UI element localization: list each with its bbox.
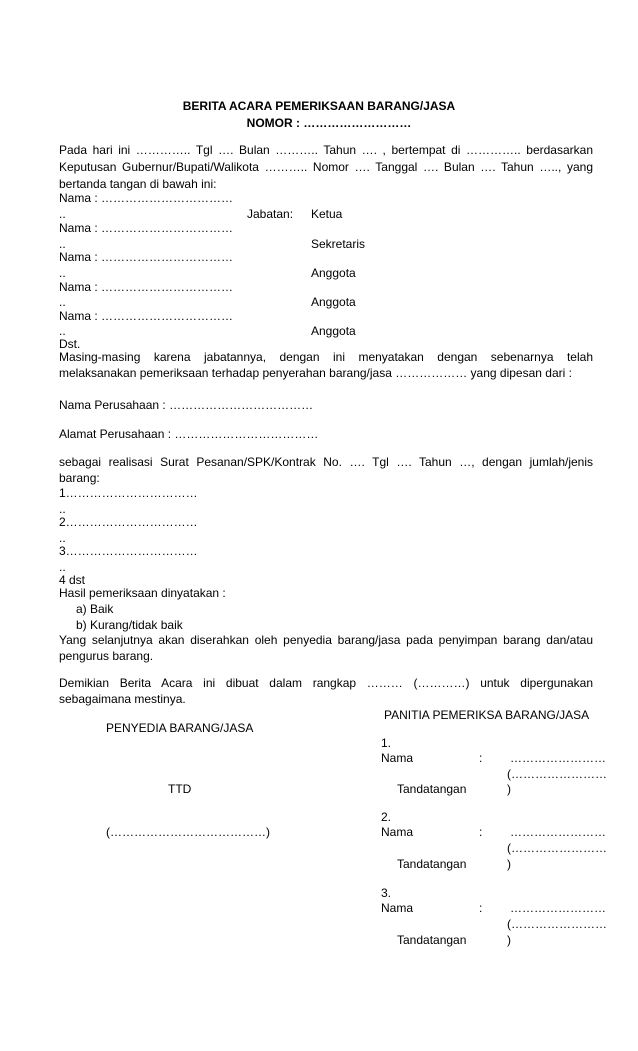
member-name-cont: .. — [59, 295, 66, 309]
sign-tandatangan: Tandatangan — [397, 782, 467, 796]
goods-item-cont: .. — [59, 502, 66, 516]
sign-name-dots: …………………… — [510, 751, 606, 765]
sign-paren-close: ) — [507, 933, 511, 947]
member-role: Sekretaris — [311, 237, 366, 251]
sign-number: 3. — [381, 886, 392, 900]
provider-title: PENYEDIA BARANG/JASA — [106, 721, 254, 735]
provider-ttd: TTD — [168, 782, 192, 796]
member-name-cont: .. — [59, 207, 66, 221]
sign-colon: : — [479, 825, 483, 839]
sign-name-label: Nama — [381, 825, 414, 839]
result-option-b: b) Kurang/tidak baik — [76, 618, 183, 632]
sign-paren-open: (…………………… — [507, 917, 607, 931]
member-name: Nama : …………………………… — [59, 221, 234, 235]
intro-line-1: Pada hari ini ………….. Tgl …. Bulan ……….. Tahun …. , bertempat di ………….. berdasarkan — [59, 143, 593, 157]
intro-line-2: Keputusan Gubernur/Bupati/Walikota ……….. Nomor …. Tanggal …. Bulan …. Tahun ….., yang — [59, 160, 593, 174]
member-name-cont: .. — [59, 237, 66, 251]
closing-line-1: Demikian Berita Acara ini dibuat dalam rangkap ……… (…………) untuk dipergunakan — [59, 676, 593, 690]
sign-name-label: Nama — [381, 751, 414, 765]
goods-item: 3…………………………… — [59, 544, 198, 558]
goods-item-cont: .. — [59, 531, 66, 545]
sign-colon: : — [479, 901, 483, 915]
member-role: Anggota — [311, 324, 356, 338]
statement-line-1: Masing-masing karena jabatannya, dengan ini menyatakan dengan sebenarnya telah — [59, 350, 593, 364]
realization-line-1: sebagai realisasi Surat Pesanan/SPK/Kontrak No. …. Tgl …. Tahun …, dengan jumlah/jenis — [59, 455, 593, 469]
closing-line-2: sebagaimana mestinya. — [59, 692, 186, 706]
jabatan-label: Jabatan: — [247, 207, 294, 221]
member-role: Ketua — [311, 207, 343, 221]
member-name-cont: .. — [59, 324, 66, 338]
goods-item-4: 4 dst — [59, 573, 86, 587]
member-role: Anggota — [311, 266, 356, 280]
goods-item: 2…………………………… — [59, 515, 198, 529]
provider-signature-line: (…………………………………) — [106, 825, 270, 839]
sign-name-dots: …………………… — [510, 901, 606, 915]
company-address: Alamat Perusahaan : ……………………………… — [59, 427, 319, 441]
sign-paren-open: (…………………… — [507, 841, 607, 855]
sign-tandatangan: Tandatangan — [397, 933, 467, 947]
result-option-a: a) Baik — [76, 602, 114, 616]
member-role: Anggota — [311, 295, 356, 309]
sign-tandatangan: Tandatangan — [397, 857, 467, 871]
member-name: Nama : …………………………… — [59, 250, 234, 264]
sign-name-label: Nama — [381, 901, 414, 915]
committee-title: PANITIA PEMERIKSA BARANG/JASA — [384, 708, 590, 722]
company-name: Nama Perusahaan : ……………………………… — [59, 398, 314, 412]
goods-item-cont: .. — [59, 560, 66, 574]
handover-line-1: Yang selanjutnya akan diserahkan oleh penyedia barang/jasa pada penyimpan barang dan/atau — [59, 633, 593, 647]
member-name: Nama : …………………………… — [59, 191, 234, 205]
sign-number: 1. — [381, 736, 392, 750]
intro-line-3: bertanda tangan di bawah ini: — [59, 177, 217, 191]
sign-paren-close: ) — [507, 857, 511, 871]
realization-line-2: barang: — [59, 471, 100, 485]
document-number: NOMOR : ……………………… — [246, 116, 412, 130]
sign-paren-close: ) — [507, 782, 511, 796]
goods-item: 1…………………………… — [59, 486, 198, 500]
dst-text: Dst. — [59, 337, 81, 351]
sign-name-dots: …………………… — [510, 825, 606, 839]
sign-number: 2. — [381, 810, 392, 824]
statement-line-2: melaksanakan pemeriksaan terhadap penyerahan barang/jasa ……………… yang dipesan dari : — [59, 366, 572, 380]
member-name: Nama : …………………………… — [59, 309, 234, 323]
handover-line-2: pengurus barang. — [59, 649, 154, 663]
member-name: Nama : …………………………… — [59, 280, 234, 294]
sign-colon: : — [479, 751, 483, 765]
sign-paren-open: (…………………… — [507, 767, 607, 781]
result-label: Hasil pemeriksaan dinyatakan : — [59, 586, 226, 600]
member-name-cont: .. — [59, 266, 66, 280]
document-title: BERITA ACARA PEMERIKSAAN BARANG/JASA — [182, 99, 456, 113]
